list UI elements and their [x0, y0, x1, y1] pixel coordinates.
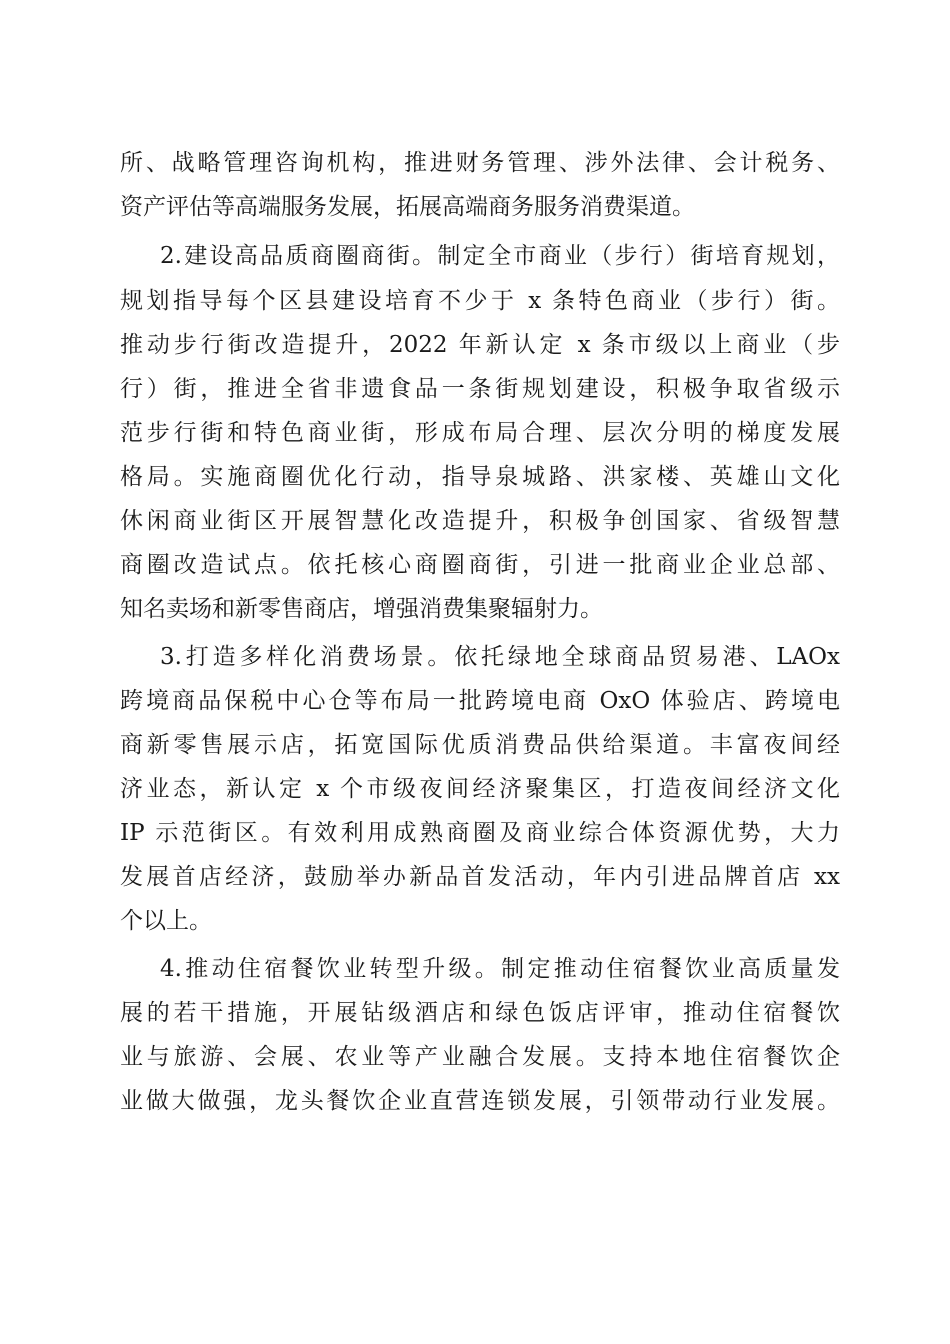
text-line: 业与旅游、会展、农业等产业融合发展。支持本地住宿餐饮企: [120, 1044, 840, 1070]
text-line: 知名卖场和新零售商店，增强消费集聚辐射力。: [120, 596, 603, 622]
text-line: 格局。实施商圈优化行动，指导泉城路、洪家楼、英雄山文化: [120, 464, 840, 490]
text-line: 资产评估等高端服务发展，拓展高端商务服务消费渠道。: [120, 194, 695, 220]
text-line: 展的若干措施，开展钻级酒店和绿色饭店评审，推动住宿餐饮: [120, 1000, 840, 1026]
section-heading-line: 3.打造多样化消费场景。依托绿地全球商品贸易港、LAOx: [160, 644, 840, 670]
text-line: 规划指导每个区县建设培育不少于 x 条特色商业（步行）街。: [120, 288, 840, 314]
text-line: 商圈改造试点。依托核心商圈商街，引进一批商业企业总部、: [120, 552, 840, 578]
text-line: 行）街，推进全省非遗食品一条街规划建设，积极争取省级示: [120, 376, 840, 402]
text-line: 发展首店经济，鼓励举办新品首发活动，年内引进品牌首店 xx: [120, 864, 840, 890]
text-line: 济业态，新认定 x 个市级夜间经济聚集区，打造夜间经济文化: [120, 776, 840, 802]
text-line: 推动步行街改造提升，2022 年新认定 x 条市级以上商业（步: [120, 332, 840, 358]
text-line: 跨境商品保税中心仓等布局一批跨境电商 OxO 体验店、跨境电: [120, 688, 840, 714]
text-line: 商新零售展示店，拓宽国际优质消费品供给渠道。丰富夜间经: [120, 732, 840, 758]
text-line: 休闲商业街区开展智慧化改造提升，积极争创国家、省级智慧: [120, 508, 840, 534]
section-heading-line: 2.建设高品质商圈商街。制定全市商业（步行）街培育规划，: [160, 243, 840, 269]
text-line: IP 示范街区。有效利用成熟商圈及商业综合体资源优势，大力: [120, 820, 840, 846]
text-line: 范步行街和特色商业街，形成布局合理、层次分明的梯度发展: [120, 420, 840, 446]
text-line: 业做大做强，龙头餐饮企业直营连锁发展，引领带动行业发展。: [120, 1088, 840, 1114]
text-line: 个以上。: [120, 908, 212, 934]
text-line: 所、战略管理咨询机构，推进财务管理、涉外法律、会计税务、: [120, 150, 840, 176]
section-heading-line: 4.推动住宿餐饮业转型升级。制定推动住宿餐饮业高质量发: [160, 956, 840, 982]
